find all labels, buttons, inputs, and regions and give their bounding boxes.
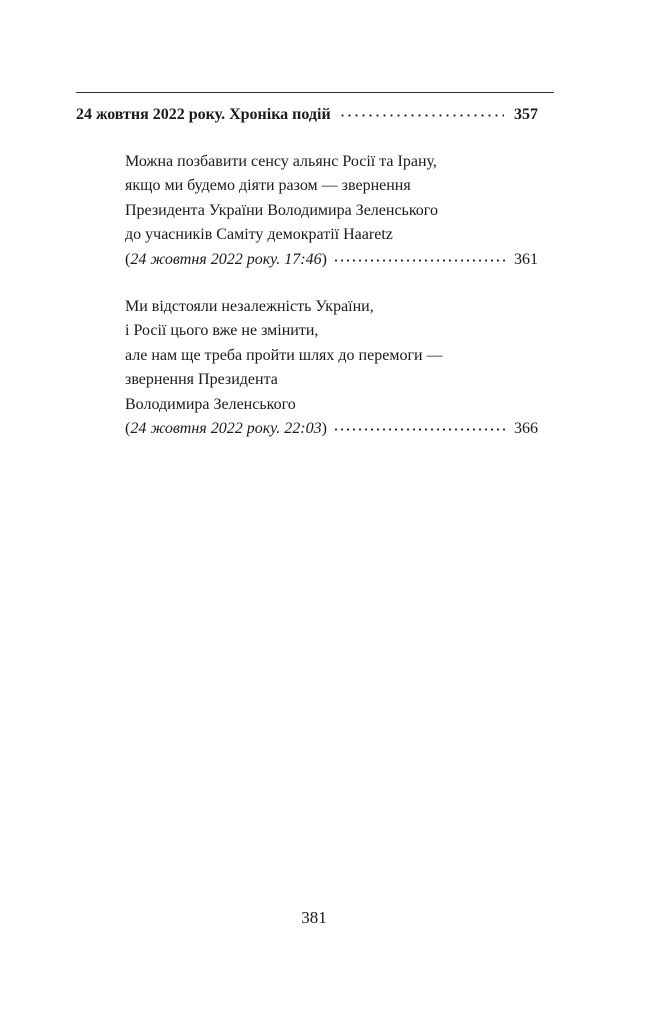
dot-leader <box>333 248 508 264</box>
entry-title-line: і Росії цього вже не змінити, <box>125 322 319 340</box>
chapter-title: 24 жовтня 2022 року. Хроніка подій <box>76 106 331 123</box>
dot-leader <box>339 103 504 119</box>
entry-date-group <box>125 248 327 272</box>
entry-title-line: звернення Президента <box>125 371 278 389</box>
entry-date: 24 жовтня 2022 року. 22:03 <box>130 420 322 438</box>
paren-close: ) <box>321 250 327 268</box>
toc-chapter-heading[interactable] <box>76 103 538 127</box>
chapter-page-number: 357 <box>514 106 538 123</box>
page-number-footer: 381 <box>301 908 327 927</box>
entry-page-number: 366 <box>514 420 538 438</box>
entry-date: 24 жовтня 2022 року. 17:46 <box>130 250 322 268</box>
entry-title-line: Президента України Володимира Зеленського <box>125 201 438 219</box>
entry-date-row <box>125 248 538 272</box>
entry-title-line: Можна позбавити сенсу альянс Росії та Ірану, <box>125 153 437 170</box>
entry-title-line: до учасників Саміту демократії Haaretz <box>125 226 393 244</box>
paren-open: ( <box>125 420 131 438</box>
paren-open: ( <box>125 250 131 268</box>
dot-leader <box>333 417 508 433</box>
top-rule <box>76 92 554 93</box>
toc-entry[interactable] <box>125 150 538 272</box>
entry-title-line: Ми відстояли незалежність України, <box>125 298 374 316</box>
paren-close: ) <box>321 420 327 438</box>
entry-date-row <box>125 417 538 441</box>
entry-title-line: але нам ще треба пройти шлях до перемоги — <box>125 346 443 364</box>
entry-page-number: 361 <box>514 250 538 268</box>
entry-date-group <box>125 417 327 441</box>
entry-title-line: якщо ми будемо діяти разом — звернення <box>125 177 411 195</box>
toc-entry[interactable] <box>125 295 538 441</box>
entry-title-line: Володимира Зеленського <box>125 395 296 413</box>
toc-entries <box>125 150 538 464</box>
